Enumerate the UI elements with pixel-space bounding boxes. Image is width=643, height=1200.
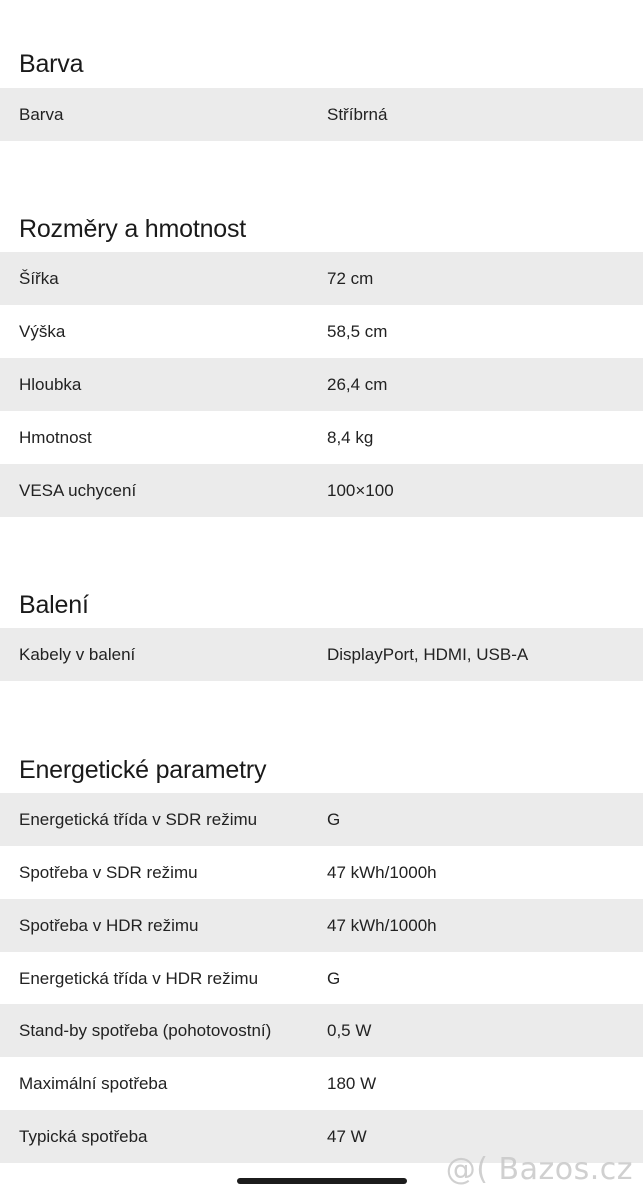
spec-label: Hloubka [19, 375, 82, 394]
spec-value: 0,5 W [327, 1021, 372, 1040]
bazos-watermark: @( Bazos.cz [445, 1152, 633, 1187]
spec-label: Maximální spotřeba [19, 1074, 168, 1093]
section-title: Rozměry a hmotnost [19, 215, 247, 243]
spec-label: Typická spotřeba [19, 1127, 148, 1146]
spec-row [0, 628, 643, 681]
home-indicator[interactable] [237, 1178, 407, 1184]
spec-label: Spotřeba v HDR režimu [19, 916, 199, 935]
section-title: Barva [19, 50, 84, 78]
spec-value: 72 cm [327, 269, 374, 288]
spec-row [0, 252, 643, 305]
spec-value: 180 W [327, 1074, 377, 1093]
spec-value: Stříbrná [327, 105, 388, 124]
spec-row [0, 464, 643, 517]
spec-label: Energetická třída v HDR režimu [19, 969, 259, 988]
spec-row [0, 88, 643, 141]
spec-label: Energetická třída v SDR režimu [19, 810, 258, 829]
spec-row [0, 899, 643, 952]
spec-label: Výška [19, 322, 66, 341]
spec-label: Spotřeba v SDR režimu [19, 863, 198, 882]
spec-value: 47 kWh/1000h [327, 916, 437, 935]
spec-row [0, 952, 643, 1005]
spec-value: 47 W [327, 1127, 367, 1146]
spec-label: Kabely v balení [19, 645, 136, 664]
spec-row [0, 1057, 643, 1110]
spec-label: VESA uchycení [19, 481, 137, 500]
spec-value: DisplayPort, HDMI, USB-A [327, 645, 529, 664]
spec-row [0, 411, 643, 464]
spec-row [0, 305, 643, 358]
section-title: Balení [19, 591, 89, 619]
spec-label: Stand-by spotřeba (pohotovostní) [19, 1021, 272, 1040]
spec-value: 26,4 cm [327, 375, 388, 394]
spec-value: G [327, 810, 341, 829]
spec-value: 100×100 [327, 481, 394, 500]
spec-value: 8,4 kg [327, 428, 374, 447]
spec-value: 47 kWh/1000h [327, 863, 437, 882]
spec-value: G [327, 969, 341, 988]
spec-label: Hmotnost [19, 428, 92, 447]
spec-label: Šířka [19, 269, 59, 288]
spec-value: 58,5 cm [327, 322, 388, 341]
spec-row [0, 793, 643, 846]
spec-row [0, 358, 643, 411]
section-title: Energetické parametry [19, 756, 267, 784]
spec-label: Barva [19, 105, 64, 124]
spec-row [0, 1004, 643, 1057]
spec-row [0, 846, 643, 899]
